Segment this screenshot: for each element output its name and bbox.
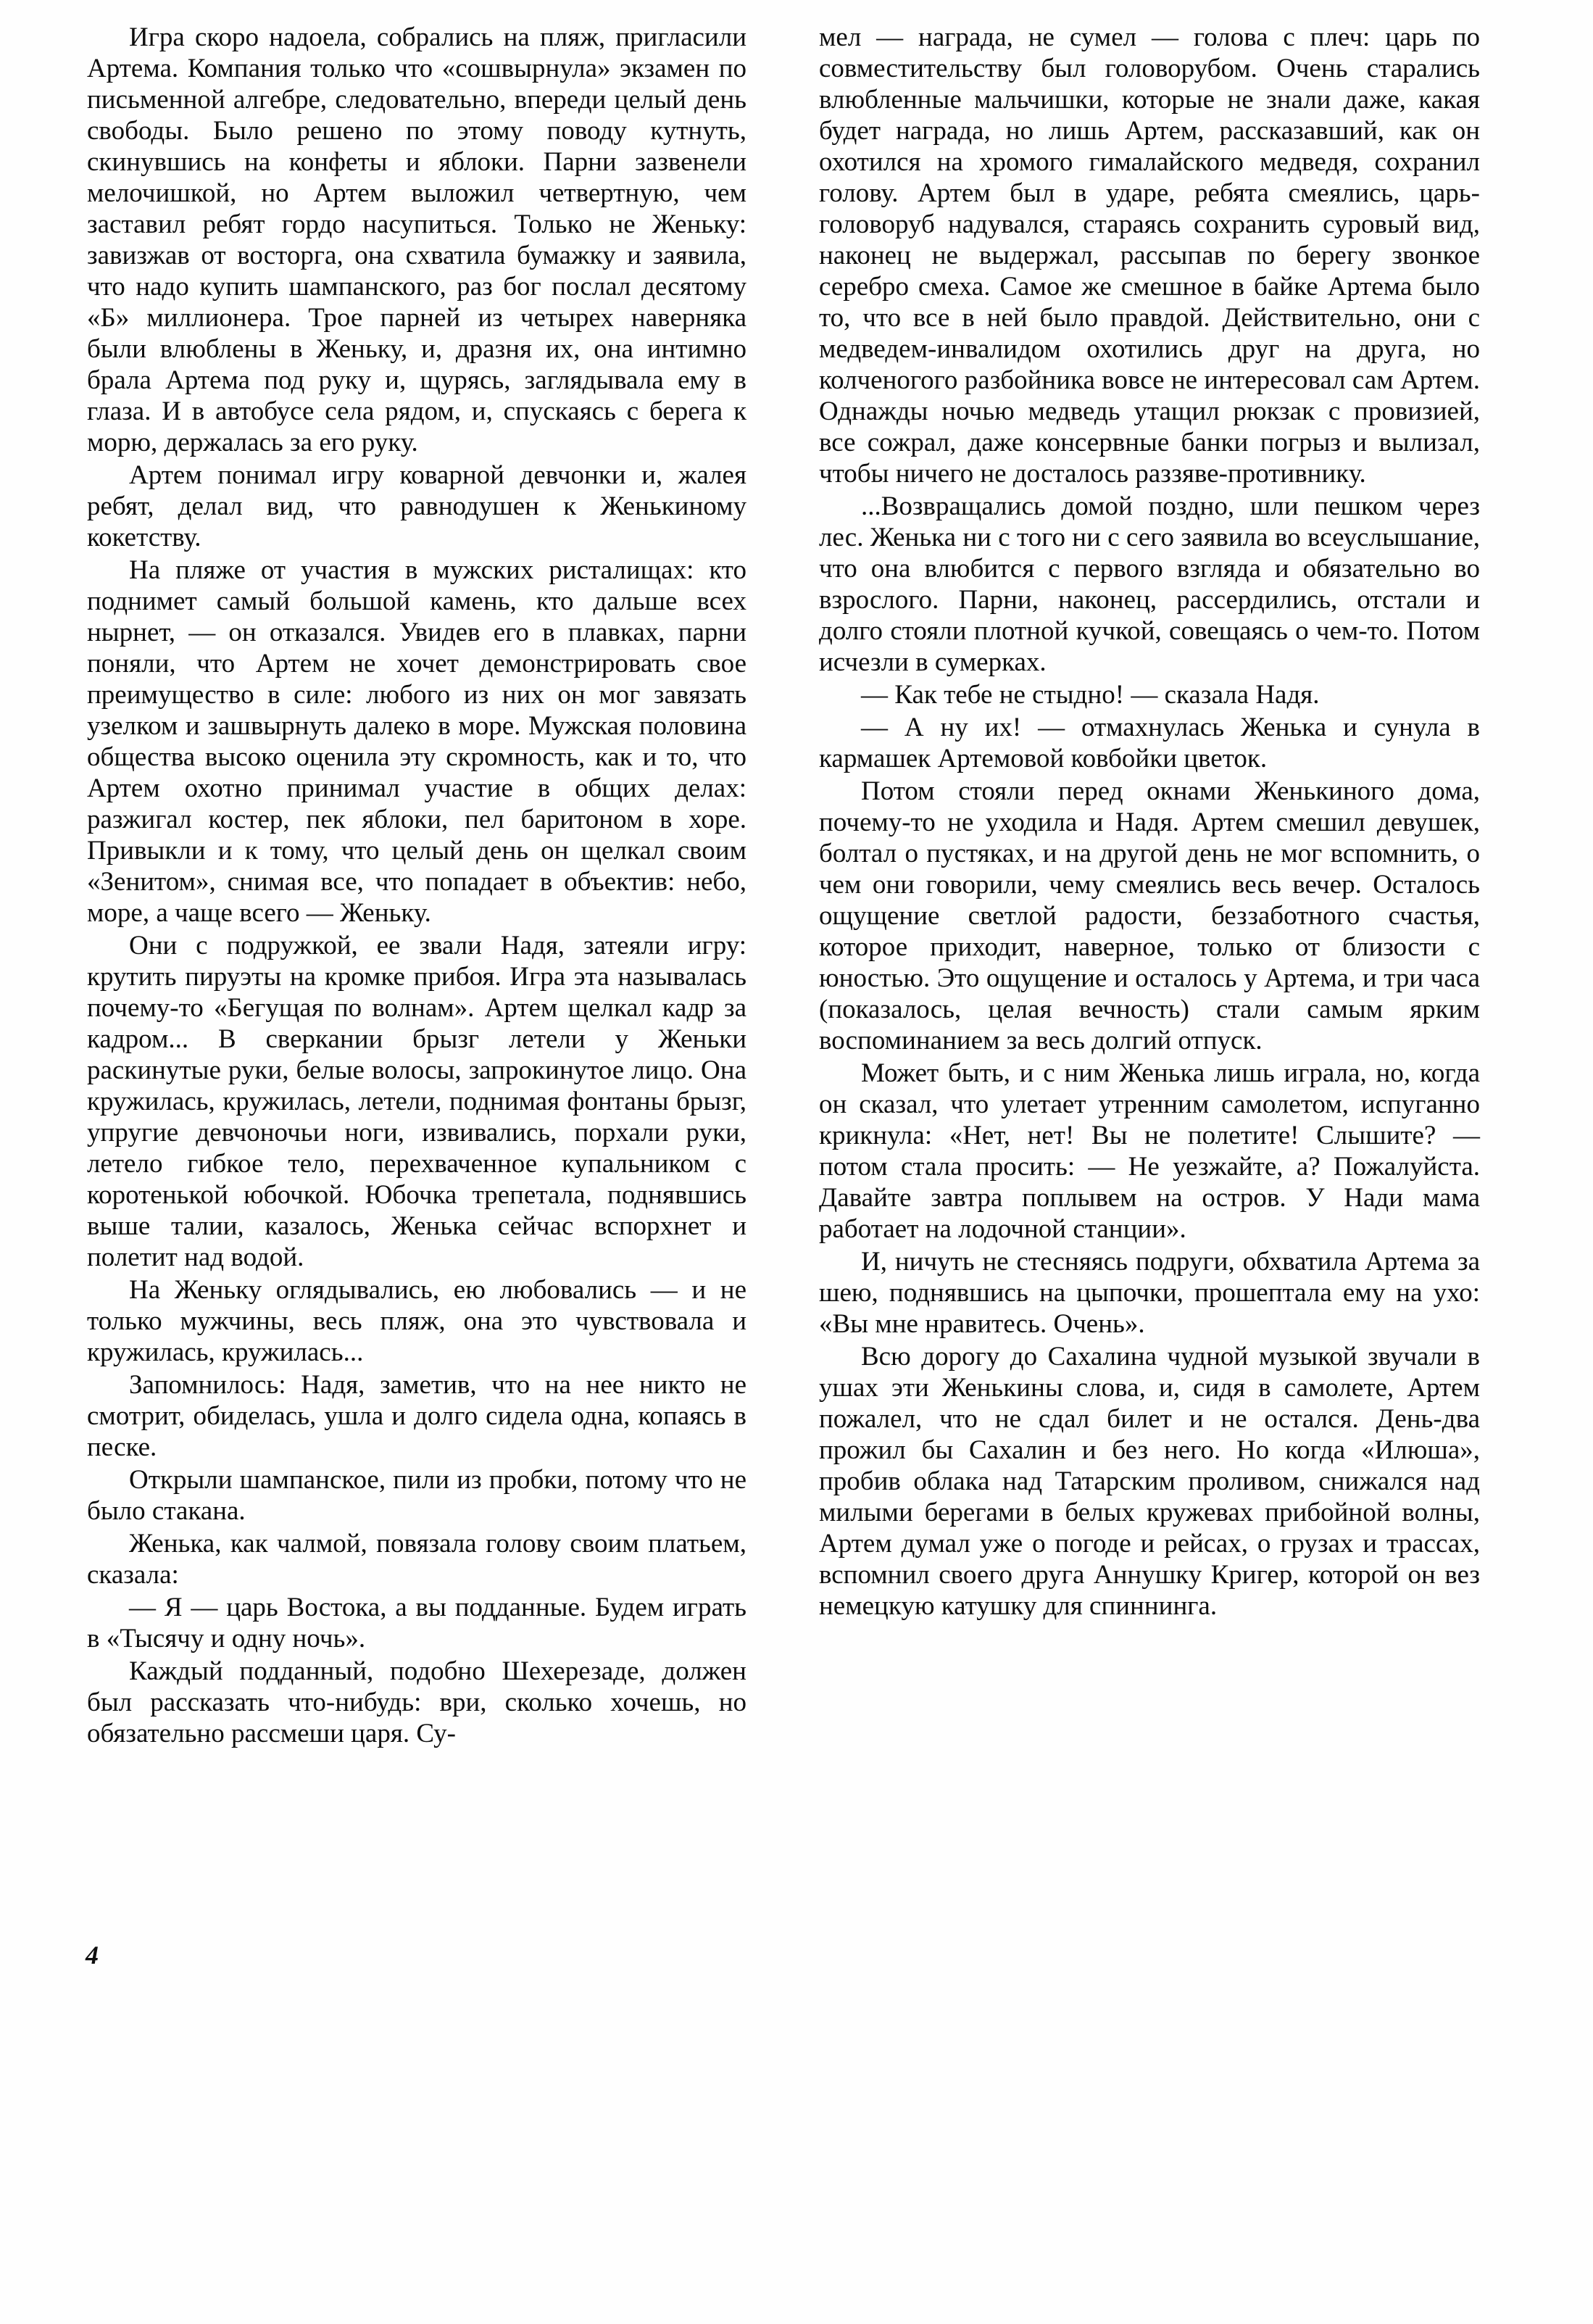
page-number: 4 <box>86 1941 99 1970</box>
paragraph: — А ну их! — отмахнулась Женька и сунула в кармашек Артемовой ковбойки цветок. <box>819 713 1480 773</box>
left-text-column <box>87 22 746 1749</box>
paragraph: — Я — царь Востока, а вы подданные. Будем играть в «Тысячу и одну ночь». <box>87 1593 746 1653</box>
paragraph: Запомнилось: Надя, заметив, что на нее никто не смотрит, обиделась, ушла и долго сидела одна, копаясь в песке. <box>87 1370 746 1462</box>
paragraph: На Женьку оглядывались, ею любовались — и не только мужчины, весь пляж, она это чувствовала и кружилась, кружилась... <box>87 1275 746 1367</box>
paragraph: — Как тебе не стыдно! — сказала Надя. <box>861 680 1320 710</box>
paragraph: Они с подружкой, ее звали Надя, затеяли игру: крутить пируэты на кромке прибоя. Игра эта называлась почему-то «Бегущая по волнам». Артем щелкал кадр за кадром... В сверкании брызг летели у Женьки раскинутые руки, белые волосы, запрокинутое лицо. Она кружилась, кружилась, летели, поднимая фонтаны брызг, упругие девчоночьи ноги, извивались, порхали руки, летело гибкое тело, перехваченное купальником с коротенькой юбочкой. Юбочка трепетала, поднявшись выше талии, казалось, Женька сейчас вспорхнет и полетит над водой. <box>87 931 746 1272</box>
paragraph: На пляже от участия в мужских ристалищах: кто поднимет самый большой камень, кто дальше всех нырнет, — он отказался. Увидев его в плавках, парни поняли, что Артем не хочет демонстрировать свое преимущество в силе: любого из них он мог завязать узелком и зашвырнуть далеко в море. Мужская половина общества высоко оценила эту скромность, как и то, что Артем охотно принимал участие в общих делах: разжигал костер, пек яблоки, пел баритоном в хоре. Привыкли и к тому, что целый день он щелкал своим «Зенитом», снимая все, что попадает в объектив: небо, море, а чаще всего — Женьку. <box>87 555 746 928</box>
paragraph: Всю дорогу до Сахалина чудной музыкой звучали в ушах эти Женькины слова, и, сидя в самолете, Артем пожалел, что не сдал билет и не остался. День-два прожил бы Сахалин и без него. Но когда «Илюша», пробив облака над Татарским проливом, снижался над милыми берегами в белых кружевах прибойной волны, Артем думал уже о погоде и рейсах, о грузах и трассах, вспомнил своего друга Аннушку Кригер, которой он вез немецкую катушку для спиннинга. <box>819 1342 1480 1621</box>
paragraph: Женька, как чалмой, повязала голову своим платьем, сказала: <box>87 1529 746 1590</box>
paragraph: Потом стояли перед окнами Женькиного дома, почему-то не уходила и Надя. Артем смешил девушек, болтал о пустяках, и на другой день не мог вспомнить, о чем они говорили, чему смеялись весь вечер. Осталось ощущение светлой радости, беззаботного счастья, которое приходит, наверное, только от близости с юностью. Это ощущение и осталось у Артема, и три часа (показалось, целая вечность) стали самым ярким воспоминанием за весь долгий отпуск. <box>819 776 1480 1055</box>
paragraph: Каждый подданный, подобно Шехерезаде, должен был рассказать что-нибудь: ври, сколько хочешь, но обязательно рассмеши царя. Су- <box>87 1656 746 1748</box>
paragraph: Открыли шампанское, пили из пробки, потому что не было стакана. <box>87 1465 746 1526</box>
paragraph: И, ничуть не стесняясь подруги, обхватила Артема за шею, поднявшись на цыпочки, прошептала ему на ухо: «Вы мне нравитесь. Очень». <box>819 1247 1480 1339</box>
paragraph: Игра скоро надоела, собрались на пляж, пригласили Артема. Компания только что «сошвырнула» экзамен по письменной алгебре, следовательно, впереди целый день свободы. Было решено по этому поводу кутнуть, скинувшись на конфеты и яблоки. Парни зазвенели мелочишкой, но Артем выложил четвертную, чем заставил ребят гордо насупиться. Только не Женьку: завизжав от восторга, она схватила бумажку и заявила, что надо купить шампанского, раз бог послал десятому «Б» миллионера. Трое парней из четырех наверняка были влюблены в Женьку, и, дразня их, она интимно брала Артема под руку и, щурясь, заглядывала ему в глаза. И в автобусе села рядом, и, спускаясь с берега к морю, держалась за его руку. <box>87 22 746 457</box>
paragraph: мел — награда, не сумел — голова с плеч: царь по совместительству был головорубом. Очень старались влюбленные мальчишки, которые не знали даже, какая будет награда, но лишь Артем, рассказавший, как он охотился на хромого гималайского медведя, сохранил голову. Артем был в ударе, ребята смеялись, царь-головоруб надувался, стараясь сохранить суровый вид, наконец не выдержал, рассыпав по берегу звонкое серебро смеха. Самое же смешное в байке Артема было то, что все в ней было правдой. Действительно, они с медведем-инвалидом охотились друг на друга, но колченогого разбойника вовсе не интересовал сам Артем. Однажды ночью медведь утащил рюкзак с провизией, все сожрал, даже консервные банки погрыз и вылизал, чтобы ничего не досталось раззяве-противнику. <box>819 22 1480 489</box>
paragraph: Может быть, и с ним Женька лишь играла, но, когда он сказал, что улетает утренним самолетом, испуганно крикнула: «Нет, нет! Вы не полетите! Слышите? — потом стала просить: — Не уезжайте, а? Пожалуйста. Давайте завтра поплывем на остров. У Нади мама работает на лодочной станции». <box>819 1058 1480 1244</box>
paragraph: ...Возвращались домой поздно, шли пешком через лес. Женька ни с того ни с сего заявила во всеуслышание, что она влюбится с первого взгляда и обязательно во взрослого. Парни, наконец, рассердились, отстали и долго стояли плотной кучкой, совещаясь о чем-то. Потом исчезли в сумерках. <box>819 491 1480 677</box>
right-text-column <box>819 22 1480 1622</box>
paragraph: Артем понимал игру коварной девчонки и, жалея ребят, делал вид, что равнодушен к Женькиному кокетству. <box>87 460 746 552</box>
